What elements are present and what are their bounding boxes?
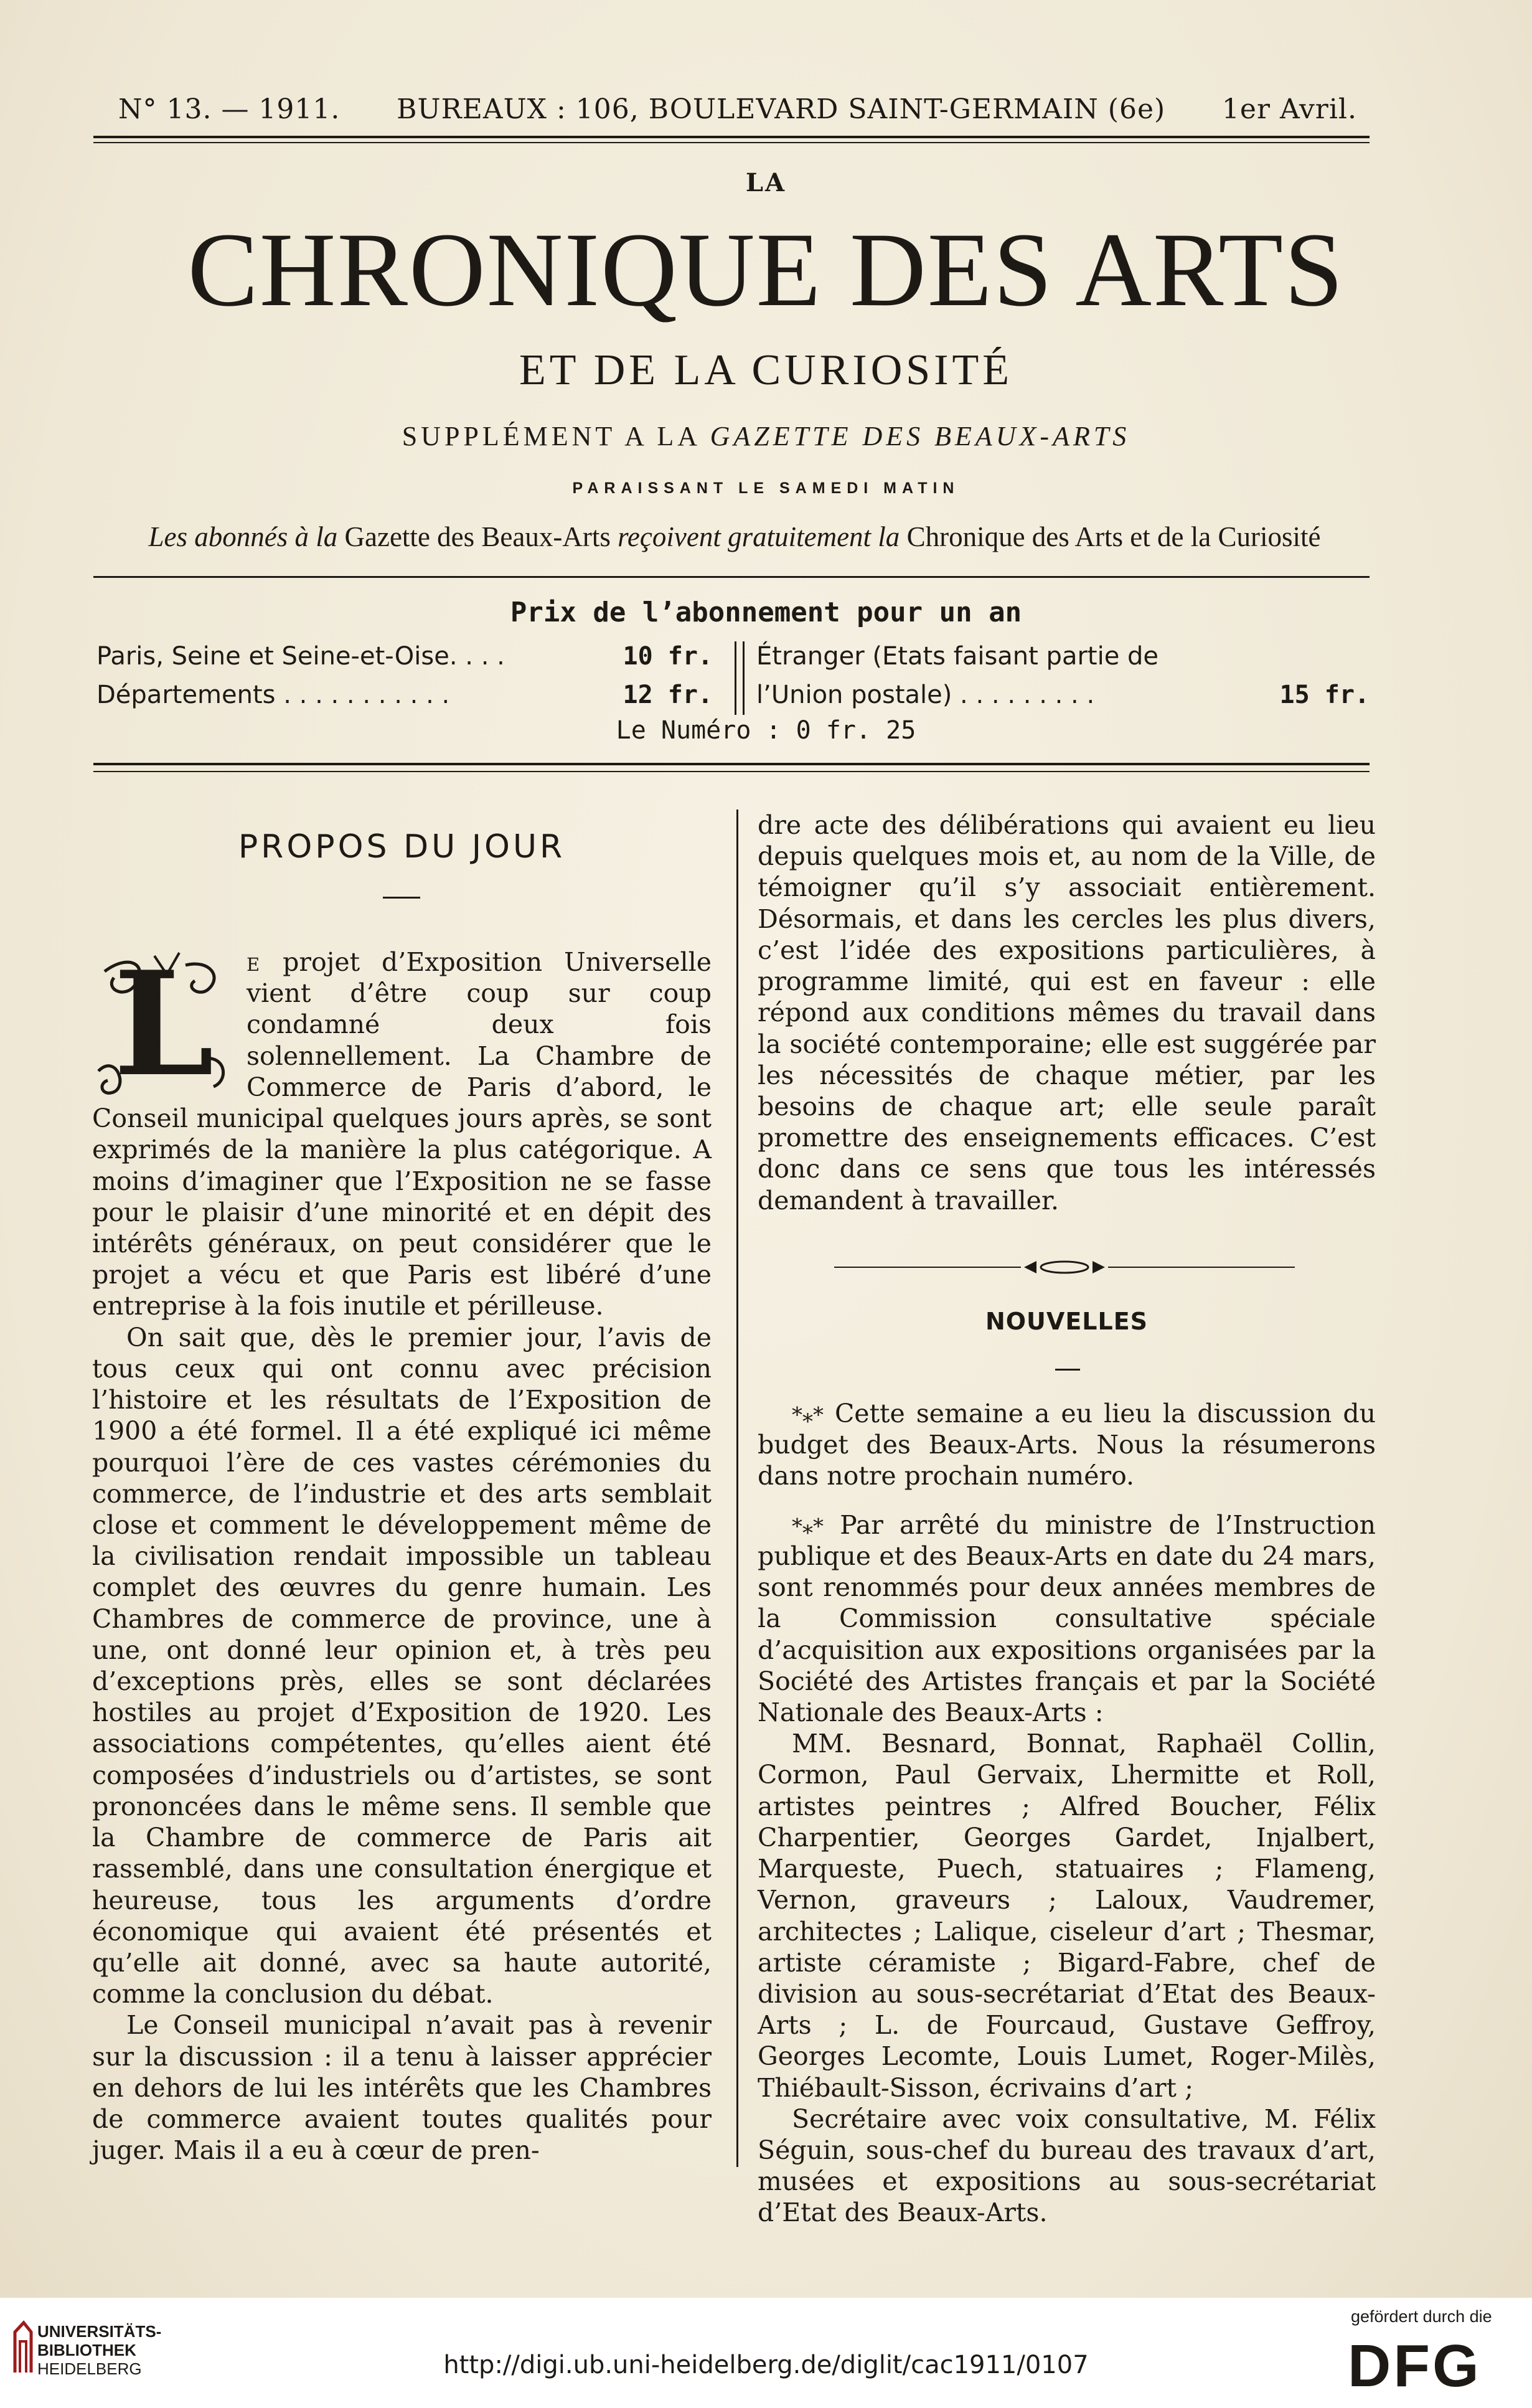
news-item-budget-text: Cette semaine a eu lieu la discussion du budget des Beaux-Arts. Nous la résumerons dans notre prochain numéro. <box>758 1399 1376 1491</box>
column-divider <box>736 810 738 2167</box>
heading-dash-left <box>383 897 420 899</box>
asterism: *⁎* <box>792 1514 824 1539</box>
funding-note: gefördert durch die <box>1351 2307 1492 2326</box>
office-address: BUREAUX : 106, BOULEVARD SAINT-GERMAIN (6e) <box>397 93 1166 125</box>
dropcap-continuation: e <box>247 947 261 977</box>
subscribers-italic-1: Les abonnés à la <box>148 521 338 552</box>
article-paragraph-3: Le Conseil municipal n’avait pas à revenir sur la discussion : il a tenu à laisser apprécier en dehors de lui les intérêts que les Chambres de commerce avaient toutes qualités pour juger. Mais il a eu à cœur de pren- <box>92 2010 712 2166</box>
single-issue-price: Le Numéro : 0 fr. 25 <box>616 716 916 745</box>
masthead-rule <box>93 576 1370 578</box>
masthead-title: CHRONIQUE DES ARTS <box>187 211 1345 328</box>
subscribers-text-2: Chronique des Arts et de la Curiosité <box>906 521 1321 552</box>
departements-price: 12 fr. <box>623 681 713 709</box>
supplement-prefix: SUPPLÉMENT A LA <box>402 421 700 451</box>
subscription-separator <box>735 641 745 715</box>
news-item-budget <box>758 1398 1376 1492</box>
frequency-line: PARAISSANT LE SAMEDI MATIN <box>572 479 960 497</box>
subscription-foreign <box>756 637 1370 714</box>
article-nouvelles-body <box>758 1398 1376 2229</box>
library-line-1: UNIVERSITÄTS- <box>37 2322 162 2341</box>
subscription-title: Prix de l’abonnement pour un an <box>510 597 1022 628</box>
foreign-line-1: Étranger (Etats faisant partie de <box>756 642 1159 671</box>
news-item-secretary: Secrétaire avec voix consultative, M. Félix Séguin, sous-chef du bureau des travaux d’art, musées et expositions au sous-secrétariat d’Etat des Beaux-Arts. <box>758 2103 1376 2228</box>
subscription-rule-thick <box>93 763 1370 765</box>
foreign-price: 15 fr. <box>1279 681 1370 709</box>
news-item-members: MM. Besnard, Bonnat, Raphaël Collin, Cormon, Paul Gervaix, Lhermitte et Roll, artistes peintres ; Alfred Boucher, Félix Charpentier, Georges Gardet, Injalbert, Marqueste, Puech, statuaires ; Flameng, Vernon, graveurs ; Laloux, Vaudremer, architectes ; Lalique, ciseleur d’art ; Thesmar, artiste céramiste ; Bigard-Fabre, chef de division au sous-secrétariat d’Etat des Beaux-Arts ; L. de Fourcaud, Gustave Geffroy, Georges Lecomte, Louis Lumet, Roger-Milès, Thiébault-Sisson, écrivains d’art ; <box>758 1729 1376 2103</box>
masthead-subtitle: ET DE LA CURIOSITÉ <box>519 346 1013 394</box>
departements-label: Départements . . . . . . . . . . . <box>96 681 450 709</box>
article-paragraph-1 <box>92 940 712 1322</box>
news-item-commission <box>758 1509 1376 1729</box>
foreign-line-2: l’Union postale) . . . . . . . . . <box>756 681 1095 709</box>
article-heading-propos: PROPOS DU JOUR <box>238 828 566 866</box>
article-propos-body <box>92 940 712 2166</box>
library-line-3: HEIDELBERG <box>37 2359 142 2378</box>
source-url-link[interactable]: http://digi.ub.uni-heidelberg.de/diglit/cac1911/0107 <box>443 2351 1089 2379</box>
article-paragraph-2: On sait que, dès le premier jour, l’avis de tous ceux qui ont connu avec précision l’histoire et les résultats de l’Exposition de 1900 a été formel. Il a été expliqué ici même pourquoi l’ère de ces vastes cérémonies du commerce, de l’industrie et des arts semblait close et comment le développement même de la civilisation rendait impossible un tableau complet des œuvres du genre humain. Les Chambres de commerce de province, une à une, ont donné leur opinion et, à très peu d’exceptions près, elles se sont déclarées hostiles au projet d’Exposition de 1920. Les associations compétentes, qu’elles aient été composées d’industriels ou d’artistes, se sont prononcées dans le même sens. Il semble que la Chambre de commerce de Paris ait rassemblé, dans une consultation énergique et heureuse, tous les arguments d’ordre économique qui avaient été présentés et qu’elle ait donné, avec sa haute autorité, comme la conclusion du débat. <box>92 1322 712 2009</box>
subscribers-text-1: Gazette des Beaux-Arts <box>344 521 611 552</box>
supplement-line <box>0 420 1532 452</box>
library-line-2: BIBLIOTHEK <box>37 2340 136 2359</box>
header-line <box>118 93 1357 125</box>
paris-price: 10 fr. <box>623 642 713 671</box>
supplement-title: GAZETTE DES BEAUX-ARTS <box>710 421 1130 451</box>
dropcap-letter: L <box>113 940 214 1108</box>
subscription-domestic <box>96 637 713 714</box>
dropcap-ornament <box>92 940 235 1108</box>
header-rule-thin <box>93 142 1370 143</box>
heading-dash-right <box>1055 1369 1080 1371</box>
article-propos-continuation <box>758 810 1376 1216</box>
asterism: *⁎* <box>792 1402 824 1428</box>
subscribers-italic-2: reçoivent gratuitement la <box>618 521 900 552</box>
masthead-article: LA <box>745 168 787 197</box>
dfg-logo: DFG <box>1348 2333 1482 2399</box>
section-ornament-icon <box>834 1258 1295 1277</box>
subscription-rule-thin <box>93 771 1370 772</box>
article-heading-nouvelles: NOUVELLES <box>985 1308 1149 1335</box>
issue-number: N° 13. — 1911. <box>118 93 341 125</box>
subscribers-line <box>100 521 1370 553</box>
paris-label: Paris, Seine et Seine-et-Oise. . . . <box>96 642 505 671</box>
issue-date: 1er Avril. <box>1221 93 1357 125</box>
news-item-commission-text: Par arrêté du ministre de l’Instruction publique et des Beaux-Arts en date du 24 mars, sont renommés pour deux années membres de la Commission consultative spéciale d’acquisition aux expositions organisées par la Société des Artistes français et par la Société Nationale des Beaux-Arts : <box>758 1509 1376 1727</box>
article-paragraph-3-continued: dre acte des délibérations qui avaient eu lieu depuis quelques mois et, au nom de la Ville, de témoigner qu’il s’y associait entièrement. Désormais, et dans les cercles les plus divers, c’est l’idée des expositions particulières, à programme limité, qui est en faveur : elle répond aux conditions mêmes du travail dans la société contemporaine; elle est suggérée par les nécessités de chaque métier, par les besoins de chaque art; elle seule paraît promettre des enseignements efficaces. C’est donc dans ce sens que tous les intéressés demandent à travailler. <box>758 810 1376 1216</box>
header-rule-thick <box>93 136 1370 138</box>
paragraph-1-text: projet d’Exposition Universelle vient d’être coup sur coup condamné deux fois solennellement. La Chambre de Commerce de Paris d’abord, le Conseil municipal quelques jours après, se sont exprimés de la manière la plus catégorique. A moins d’imaginer que l’Exposition ne se fasse pour le plaisir d’une minorité et en dépit des intérêts généraux, on peut considérer que le projet a vécu et que Paris est libéré d’une entreprise à la fois inutile et périlleuse. <box>92 947 712 1321</box>
